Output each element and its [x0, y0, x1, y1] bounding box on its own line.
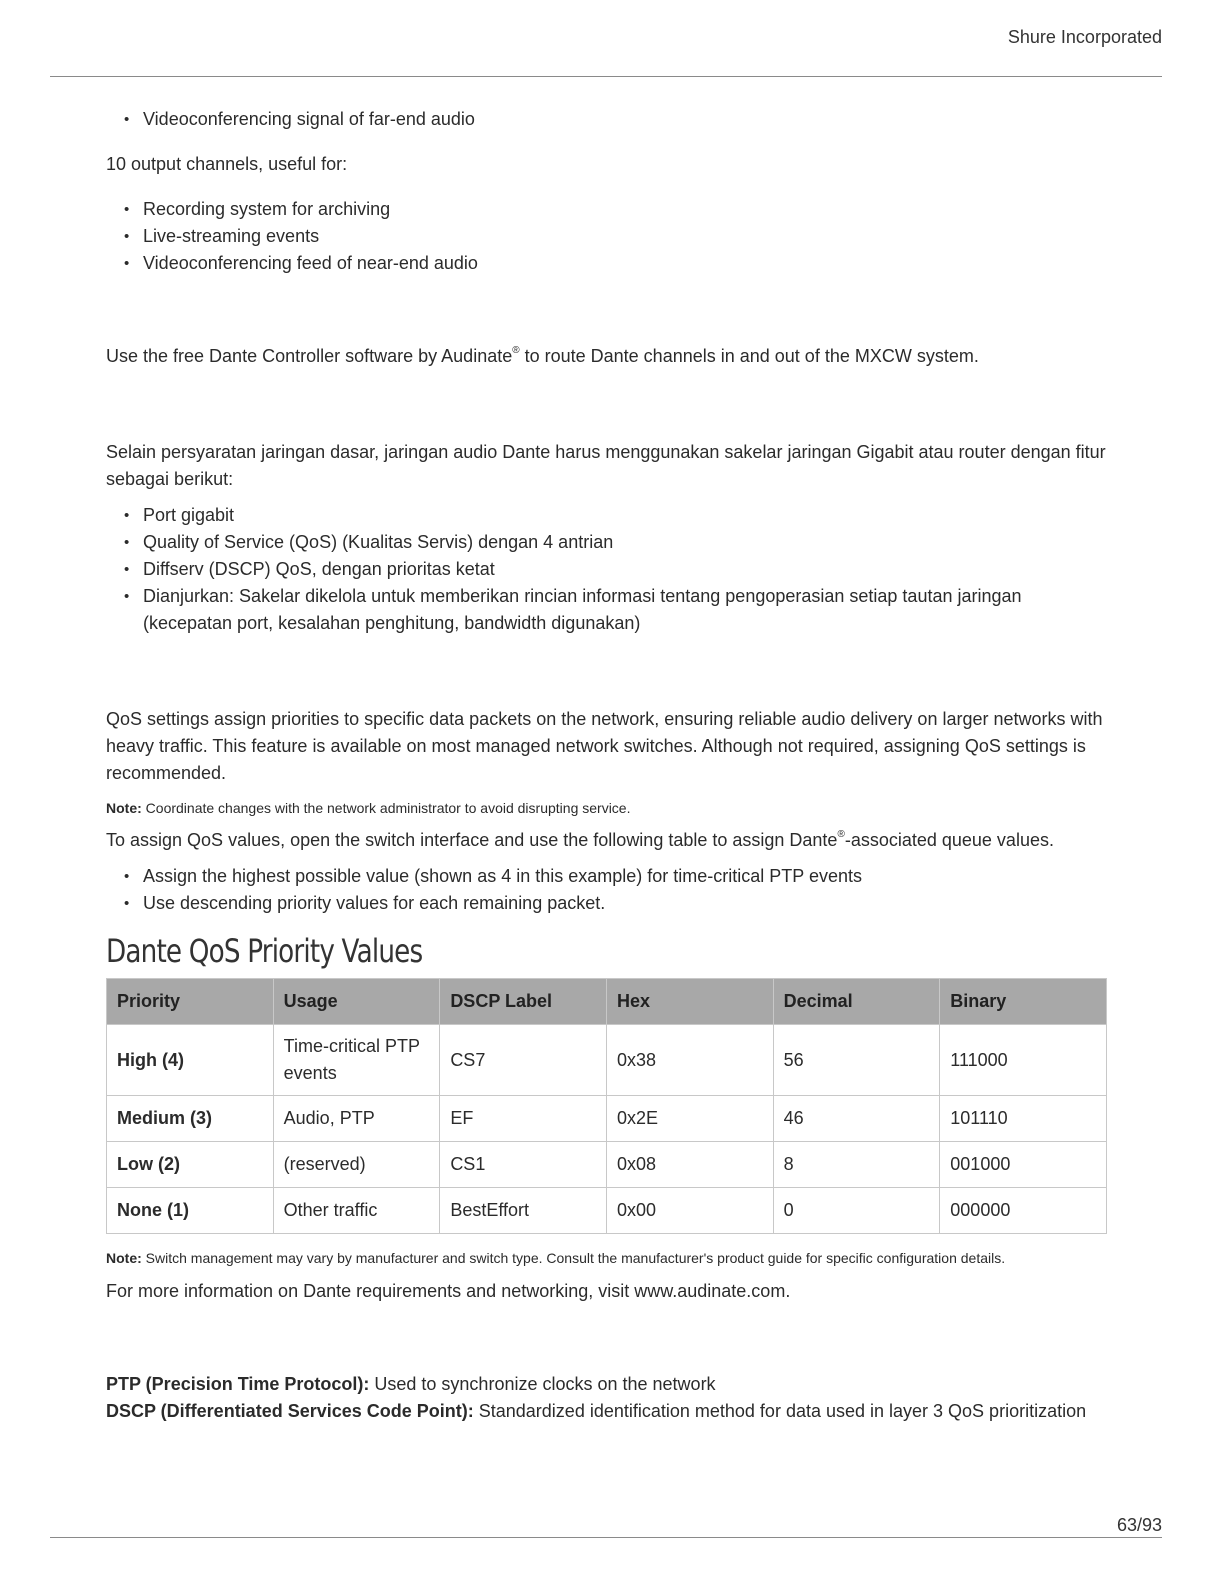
column-header: Decimal [773, 979, 940, 1025]
dante-controller-paragraph: Use the free Dante Controller software by Audinate® to route Dante channels in and out of the MXCW system. [106, 345, 979, 366]
list-item: • Live-streaming events [106, 223, 1106, 250]
output-intro: 10 output channels, useful for: [106, 154, 348, 174]
qos-paragraph: QoS settings assign priorities to specific data packets on the network, ensuring reliable audio delivery on larger networks with heavy traffic. This feature is available on most managed network switches. Although not required, assigning QoS settings is recommended. [106, 709, 1103, 783]
table-cell: 56 [773, 1025, 940, 1096]
list-item: • Videoconferencing feed of near-end audio [106, 250, 1106, 277]
page-content [106, 106, 1106, 1425]
table-cell: Medium (3) [107, 1096, 274, 1142]
table-cell: 8 [773, 1142, 940, 1188]
input-bullets [106, 106, 1106, 133]
table-cell: CS1 [440, 1142, 607, 1188]
list-item: • Assign the highest possible value (shown as 4 in this example) for time-critical PTP events [106, 863, 1106, 890]
list-item: • Quality of Service (QoS) (Kualitas Servis) dengan 4 antrian [106, 529, 1106, 556]
table-cell: None (1) [107, 1188, 274, 1234]
table-cell: Low (2) [107, 1142, 274, 1188]
table-cell: Other traffic [273, 1188, 440, 1234]
table-cell: 0x38 [606, 1025, 773, 1096]
table-cell: Audio, PTP [273, 1096, 440, 1142]
table-cell: BestEffort [440, 1188, 607, 1234]
list-item: • Recording system for archiving [106, 196, 1106, 223]
definition-dscp: DSCP (Differentiated Services Code Point): Standardized identification method for data used in layer 3 QoS prioritization [106, 1401, 1087, 1421]
table-cell: 111000 [940, 1025, 1107, 1096]
list-item: • Port gigabit [106, 502, 1106, 529]
table-cell: EF [440, 1096, 607, 1142]
requirements-intro: Selain persyaratan jaringan dasar, jaringan audio Dante harus menggunakan sakelar jaringan Gigabit atau router dengan fitur sebagai berikut: [106, 442, 1106, 489]
footer-divider [50, 1537, 1162, 1538]
column-header: Usage [273, 979, 440, 1025]
company-name: Shure Incorporated [1007, 27, 1162, 47]
table-cell: 101110 [940, 1096, 1107, 1142]
requirements-bullets [106, 502, 1106, 637]
qos-priority-table [106, 978, 1107, 1234]
table-cell: (reserved) [273, 1142, 440, 1188]
column-header: Binary [940, 979, 1107, 1025]
assign-paragraph: To assign QoS values, open the switch interface and use the following table to assign Dante®-associated queue values. [106, 829, 1054, 850]
table-header-row [107, 979, 1107, 1025]
list-item: • Diffserv (DSCP) QoS, dengan prioritas ketat [106, 556, 1106, 583]
column-header: Priority [107, 979, 274, 1025]
table-cell: 0 [773, 1188, 940, 1234]
note-coordinate: Note: Coordinate changes with the network administrator to avoid disrupting service. [106, 800, 631, 816]
page-number: 63/93 [1116, 1515, 1162, 1535]
list-item: • Use descending priority values for each remaining packet. [106, 890, 1106, 917]
table-row [107, 1025, 1107, 1096]
assign-bullets [106, 863, 1106, 917]
table-cell: Time-critical PTP events [273, 1025, 440, 1096]
table-title: Dante QoS Priority Values [106, 932, 423, 970]
table-row [107, 1096, 1107, 1142]
table-row [107, 1142, 1107, 1188]
column-header: DSCP Label [440, 979, 607, 1025]
table-cell: High (4) [107, 1025, 274, 1096]
output-bullets [106, 196, 1106, 277]
table-cell: 000000 [940, 1188, 1107, 1234]
definition-ptp: PTP (Precision Time Protocol): Used to synchronize clocks on the network [106, 1374, 716, 1394]
table-cell: 0x2E [606, 1096, 773, 1142]
note-switch-management: Note: Switch management may vary by manufacturer and switch type. Consult the manufacturer's product guide for specific configuration details. [106, 1250, 1006, 1266]
more-info-paragraph: For more information on Dante requirements and networking, visit www.audinate.com. [106, 1281, 791, 1301]
table-cell: 46 [773, 1096, 940, 1142]
definitions [106, 1371, 1106, 1425]
list-item: • Videoconferencing signal of far-end audio [106, 106, 1106, 133]
list-item: • Dianjurkan: Sakelar dikelola untuk memberikan rincian informasi tentang pengoperasian setiap tautan jaringan (kecepatan port, kesalahan penghitung, bandwidth digunakan) [106, 583, 1106, 637]
column-header: Hex [606, 979, 773, 1025]
table-cell: CS7 [440, 1025, 607, 1096]
table-cell: 0x00 [606, 1188, 773, 1234]
table-cell: 0x08 [606, 1142, 773, 1188]
header-divider [50, 76, 1162, 77]
table-row [107, 1188, 1107, 1234]
table-cell: 001000 [940, 1142, 1107, 1188]
